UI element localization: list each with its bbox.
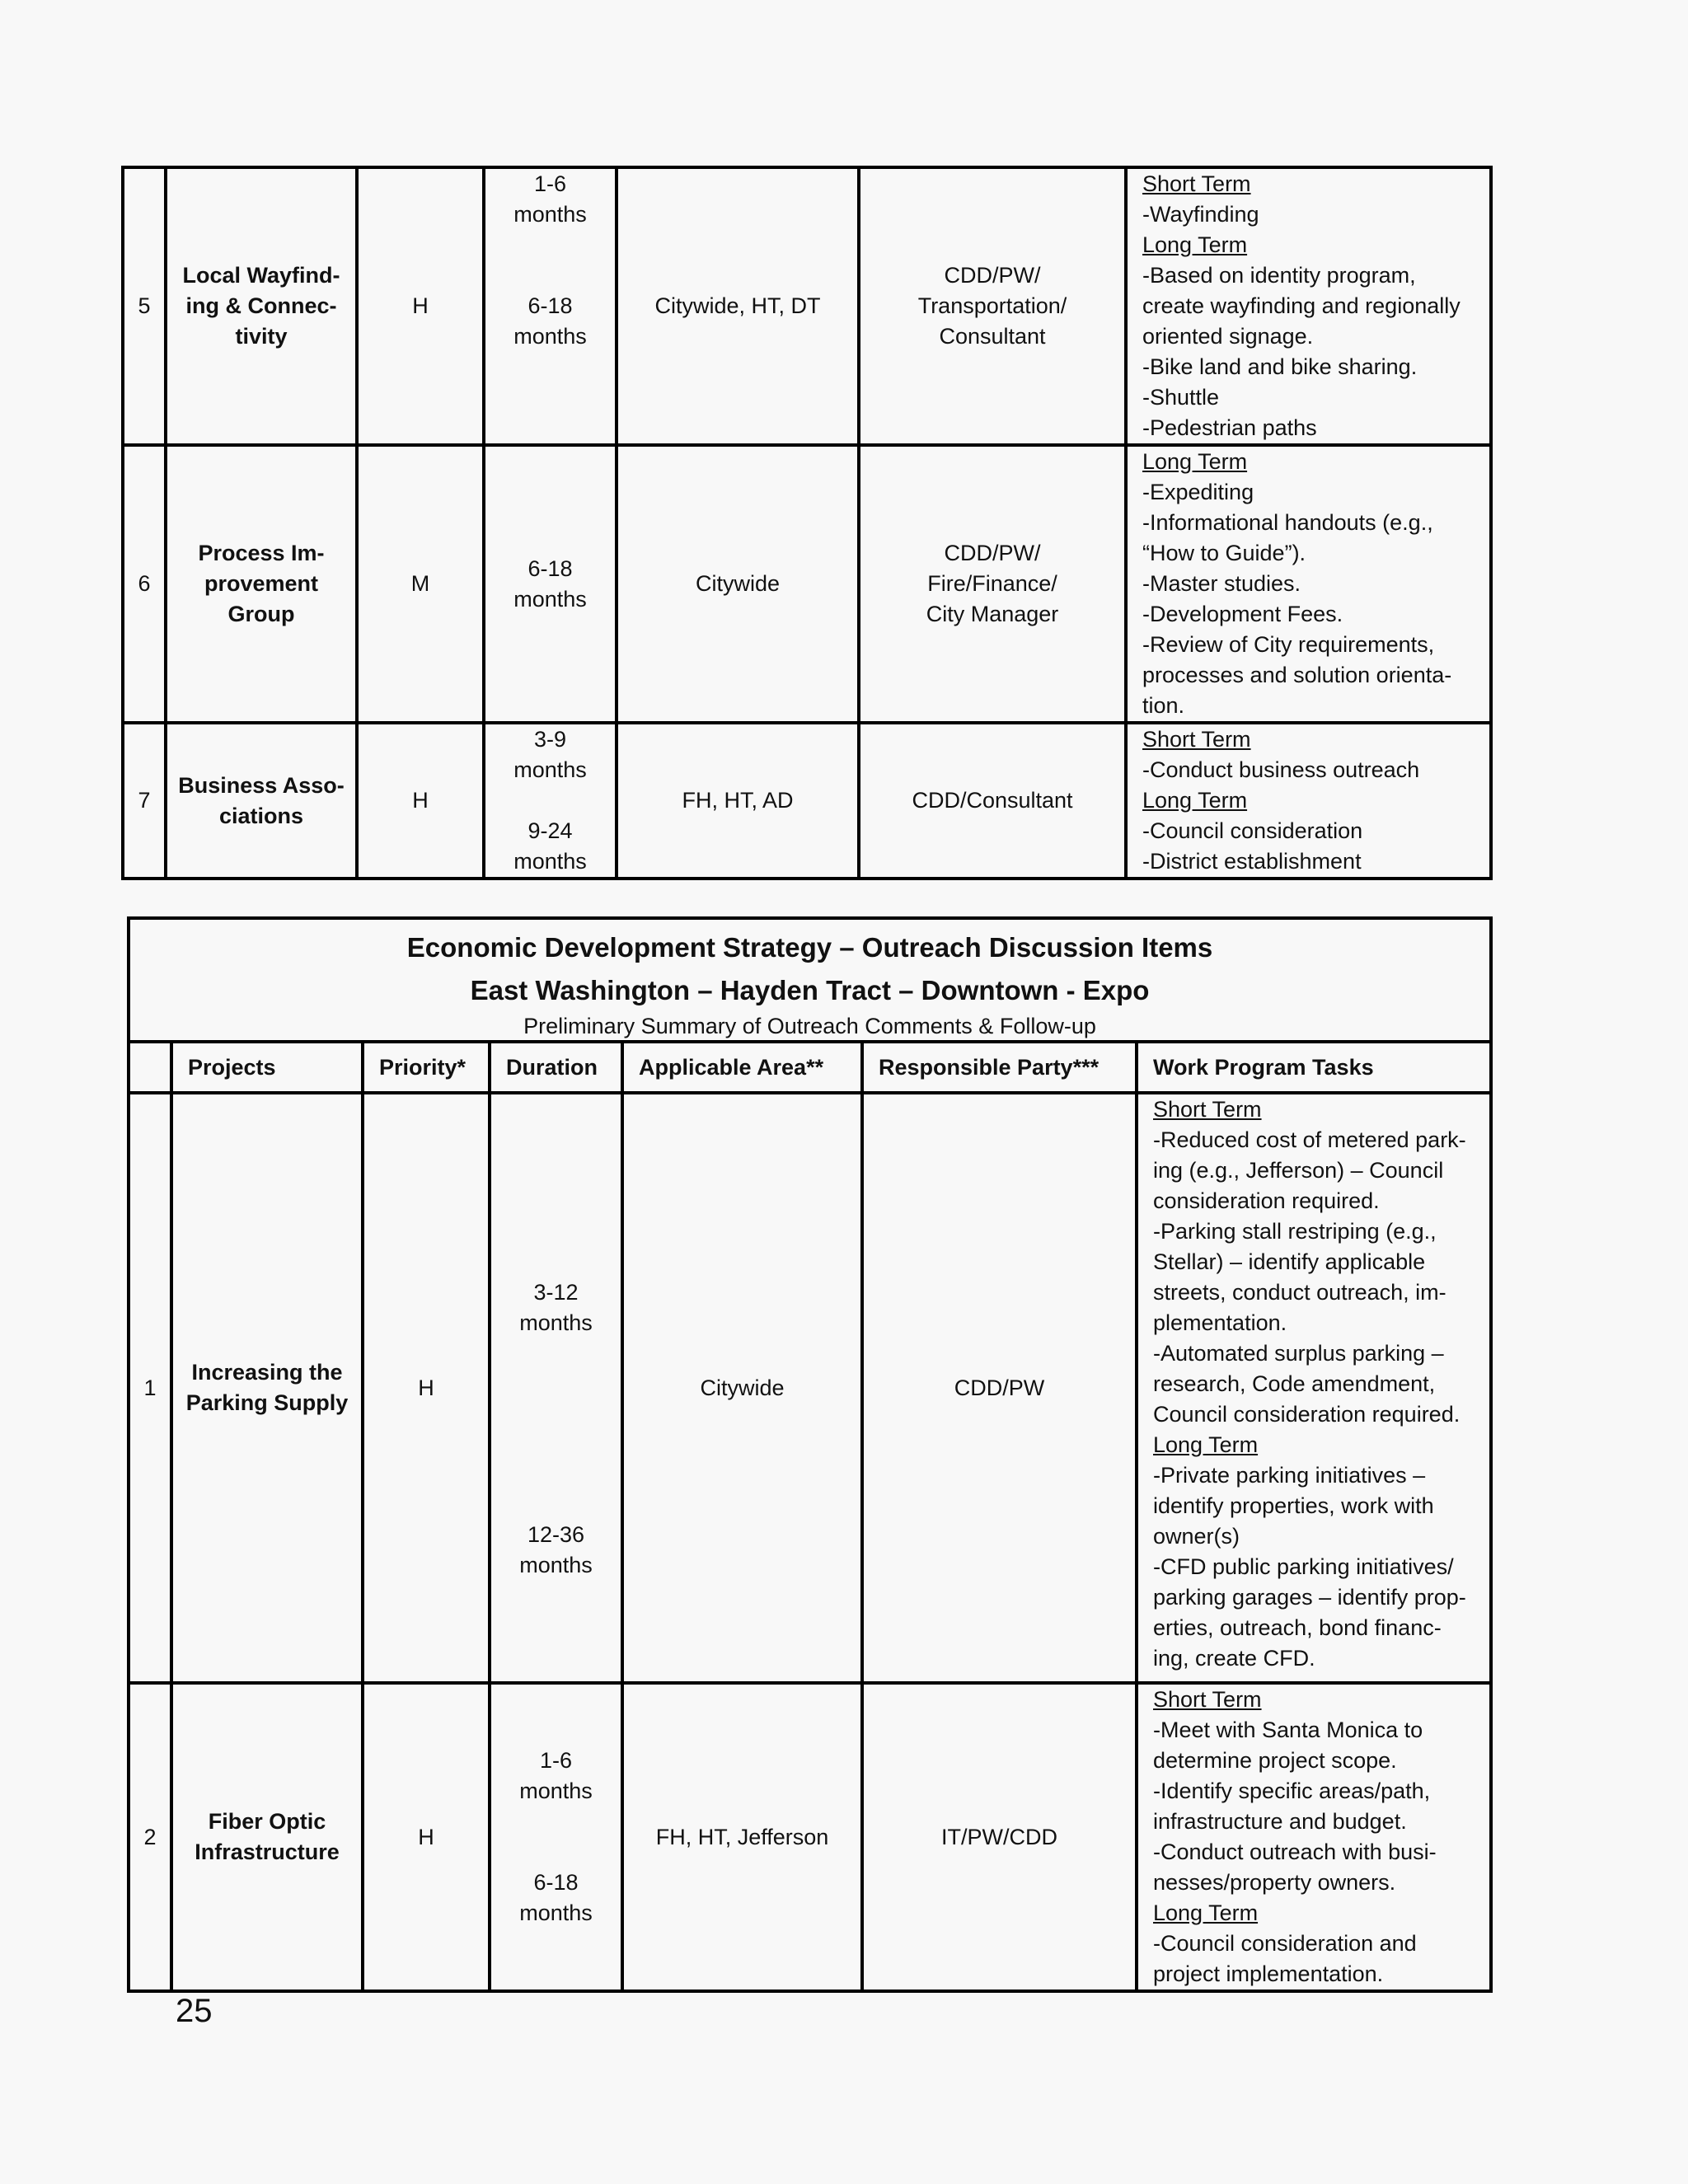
task-line: project implementation. — [1153, 1961, 1384, 1986]
task-line: Council consideration required. — [1153, 1402, 1461, 1427]
task-line: tion. — [1142, 693, 1185, 718]
project-name-line: provement — [204, 571, 319, 596]
priority-cell: H — [363, 1683, 490, 1991]
task-line: -Council consideration and — [1153, 1931, 1417, 1956]
task-line: ing (e.g., Jefferson) – Council — [1153, 1158, 1444, 1183]
row-number: 1 — [129, 1093, 171, 1683]
priority-cell: H — [357, 167, 484, 445]
task-line: erties, outreach, bond financ- — [1153, 1615, 1442, 1640]
header-work-program-tasks: Work Program Tasks — [1137, 1042, 1491, 1093]
responsible-party-line: City Manager — [926, 602, 1059, 626]
task-line: -Wayfinding — [1142, 202, 1259, 227]
task-line: consideration required. — [1153, 1188, 1380, 1213]
task-line: processes and solution orienta- — [1142, 663, 1452, 687]
duration-line: months — [513, 849, 587, 874]
task-line: identify properties, work with — [1153, 1493, 1434, 1518]
responsible-party-line: CDD/Consultant — [912, 788, 1073, 813]
duration-cell — [490, 1683, 622, 1991]
table-subtitle: Preliminary Summary of Outreach Comments & Follow-up — [523, 1014, 1096, 1038]
duration-line: 6-18 — [533, 1870, 579, 1895]
task-line: create wayfinding and regionally — [1142, 293, 1461, 318]
table1-body — [123, 167, 1491, 879]
responsible-party-line: Consultant — [939, 324, 1046, 349]
table-area-title: East Washington – Hayden Tract – Downtown - Expo — [470, 975, 1150, 1005]
task-line: -Reduced cost of metered park- — [1153, 1127, 1466, 1152]
task-line: owner(s) — [1153, 1524, 1240, 1549]
work-program-tasks-cell — [1137, 1093, 1491, 1683]
task-line: -Review of City requirements, — [1142, 632, 1435, 657]
duration-value — [494, 291, 607, 352]
task-line: -Shuttle — [1142, 385, 1220, 410]
project-name — [171, 1093, 363, 1683]
work-program-tasks-cell — [1126, 167, 1491, 445]
duration-value — [499, 1868, 612, 1929]
applicable-area-cell: FH, HT, Jefferson — [622, 1683, 862, 1991]
task-line: -Master studies. — [1142, 571, 1301, 596]
duration-line: 1-6 — [539, 1748, 573, 1773]
responsible-party-cell — [862, 1683, 1137, 1991]
responsible-party-line: CDD/PW — [954, 1375, 1045, 1400]
project-name-line: Local Wayfind- — [182, 263, 340, 288]
duration-cell — [484, 445, 617, 723]
task-line: research, Code amendment, — [1153, 1371, 1436, 1396]
task-line: -Conduct business outreach — [1142, 757, 1420, 782]
project-name-line: ciations — [218, 803, 304, 828]
task-line: Stellar) – identify applicable — [1153, 1249, 1426, 1274]
work-program-tasks-cell — [1137, 1683, 1491, 1991]
responsible-party-line: Transportation/ — [917, 293, 1067, 318]
responsible-party-line: Fire/Finance/ — [927, 571, 1057, 596]
project-name — [166, 445, 357, 723]
header-responsible-party: Responsible Party*** — [862, 1042, 1137, 1093]
project-name — [171, 1683, 363, 1991]
header-number — [129, 1042, 171, 1093]
task-line: -Private parking initiatives – — [1153, 1463, 1426, 1488]
header-duration: Duration — [490, 1042, 622, 1093]
table-row — [129, 1683, 1491, 1991]
project-name-line: tivity — [235, 324, 288, 349]
task-line: infrastructure and budget. — [1153, 1809, 1407, 1834]
work-program-tasks-cell — [1126, 445, 1491, 723]
task-line: -Council consideration — [1142, 818, 1363, 843]
page-number: 25 — [176, 1993, 213, 2029]
table-row — [123, 167, 1491, 445]
header-priority: Priority* — [363, 1042, 490, 1093]
responsible-party-cell — [859, 445, 1126, 723]
task-line: “How to Guide”). — [1142, 541, 1306, 565]
duration-cell — [484, 167, 617, 445]
term-heading: Long Term — [1142, 788, 1248, 813]
duration-value — [499, 1746, 612, 1807]
duration-value — [494, 169, 607, 230]
header-applicable-area: Applicable Area** — [622, 1042, 862, 1093]
project-name-line: Infrastructure — [195, 1840, 340, 1864]
project-name-line: Increasing the — [191, 1360, 343, 1385]
responsible-party-cell — [862, 1093, 1137, 1683]
row-number: 6 — [123, 445, 166, 723]
duration-line: months — [519, 1553, 593, 1577]
term-heading: Short Term — [1153, 1687, 1262, 1712]
duration-value — [494, 554, 607, 615]
table-title: Economic Development Strategy – Outreach Discussion Items — [406, 932, 1213, 963]
duration-line: months — [513, 586, 587, 612]
work-program-tasks-cell — [1126, 723, 1491, 879]
task-line: -CFD public parking initiatives/ — [1153, 1554, 1454, 1579]
duration-line: 3-12 — [533, 1280, 579, 1305]
term-heading: Short Term — [1142, 171, 1251, 196]
duration-line: 9-24 — [528, 818, 573, 843]
task-line: -Parking stall restriping (e.g., — [1153, 1219, 1437, 1244]
duration-value — [499, 1277, 612, 1338]
table-title-block — [129, 918, 1491, 1042]
responsible-party-line: CDD/PW/ — [944, 541, 1041, 565]
task-line: oriented signage. — [1142, 324, 1314, 349]
priority-cell: M — [357, 445, 484, 723]
applicable-area-cell: Citywide — [617, 445, 859, 723]
task-line: -District establishment — [1142, 849, 1362, 874]
table-row — [123, 723, 1491, 879]
duration-line: months — [519, 1900, 593, 1925]
term-heading: Long Term — [1153, 1900, 1259, 1925]
task-line: ing, create CFD. — [1153, 1646, 1315, 1671]
task-line: -Pedestrian paths — [1142, 415, 1317, 440]
term-heading: Short Term — [1142, 727, 1251, 752]
table-row — [123, 445, 1491, 723]
project-name-line: Group — [227, 602, 295, 626]
table2-body — [129, 1093, 1491, 1991]
applicable-area-cell: FH, HT, AD — [617, 723, 859, 879]
term-heading: Short Term — [1153, 1097, 1262, 1122]
duration-cell — [490, 1093, 622, 1683]
duration-line: 6-18 — [528, 555, 573, 581]
duration-value — [494, 816, 607, 877]
task-line: parking garages – identify prop- — [1153, 1585, 1466, 1610]
task-line: determine project scope. — [1153, 1748, 1397, 1773]
responsible-party-cell — [859, 723, 1126, 879]
duration-line: months — [513, 757, 587, 782]
task-line: -Conduct outreach with busi- — [1153, 1840, 1437, 1864]
duration-line: months — [513, 324, 587, 349]
task-line: -Identify specific areas/path, — [1153, 1779, 1431, 1803]
duration-cell — [484, 723, 617, 879]
term-heading: Long Term — [1142, 232, 1248, 257]
task-line: -Expediting — [1142, 480, 1254, 504]
table-row — [129, 1093, 1491, 1683]
responsible-party-line: CDD/PW/ — [944, 263, 1041, 288]
work-program-table-continued — [121, 166, 1493, 880]
responsible-party-cell — [859, 167, 1126, 445]
task-line: -Meet with Santa Monica to — [1153, 1718, 1423, 1742]
duration-line: months — [519, 1310, 593, 1335]
task-line: plementation. — [1153, 1310, 1287, 1335]
priority-cell: H — [357, 723, 484, 879]
header-projects: Projects — [171, 1042, 363, 1093]
duration-line: 6-18 — [528, 293, 573, 318]
duration-value — [499, 1520, 612, 1581]
row-number: 2 — [129, 1683, 171, 1991]
duration-line: 12-36 — [527, 1522, 585, 1547]
row-number: 7 — [123, 723, 166, 879]
duration-line: 1-6 — [533, 171, 567, 196]
project-name-line: Parking Supply — [185, 1390, 349, 1415]
project-name-line: Business Asso- — [178, 772, 345, 798]
task-line: nesses/property owners. — [1153, 1870, 1396, 1895]
task-line: -Informational handouts (e.g., — [1142, 510, 1433, 535]
task-line: -Based on identity program, — [1142, 263, 1416, 288]
project-name — [166, 167, 357, 445]
applicable-area-cell: Citywide — [622, 1093, 862, 1683]
project-name-line: Fiber Optic — [208, 1809, 326, 1834]
duration-line: 3-9 — [533, 727, 567, 752]
term-heading: Long Term — [1153, 1432, 1259, 1457]
duration-line: months — [519, 1779, 593, 1803]
outreach-discussion-table — [127, 916, 1493, 1993]
responsible-party-line: IT/PW/CDD — [941, 1824, 1057, 1849]
applicable-area-cell: Citywide, HT, DT — [617, 167, 859, 445]
project-name — [166, 723, 357, 879]
row-number: 5 — [123, 167, 166, 445]
duration-value — [494, 724, 607, 785]
task-line: -Development Fees. — [1142, 602, 1343, 626]
project-name-line: Process Im- — [198, 541, 325, 565]
project-name-line: ing & Connec- — [185, 293, 337, 318]
task-line: streets, conduct outreach, im- — [1153, 1280, 1447, 1305]
task-line: -Automated surplus parking – — [1153, 1341, 1444, 1366]
priority-cell: H — [363, 1093, 490, 1683]
duration-line: months — [513, 202, 587, 227]
task-line: -Bike land and bike sharing. — [1142, 354, 1418, 379]
term-heading: Long Term — [1142, 449, 1248, 474]
